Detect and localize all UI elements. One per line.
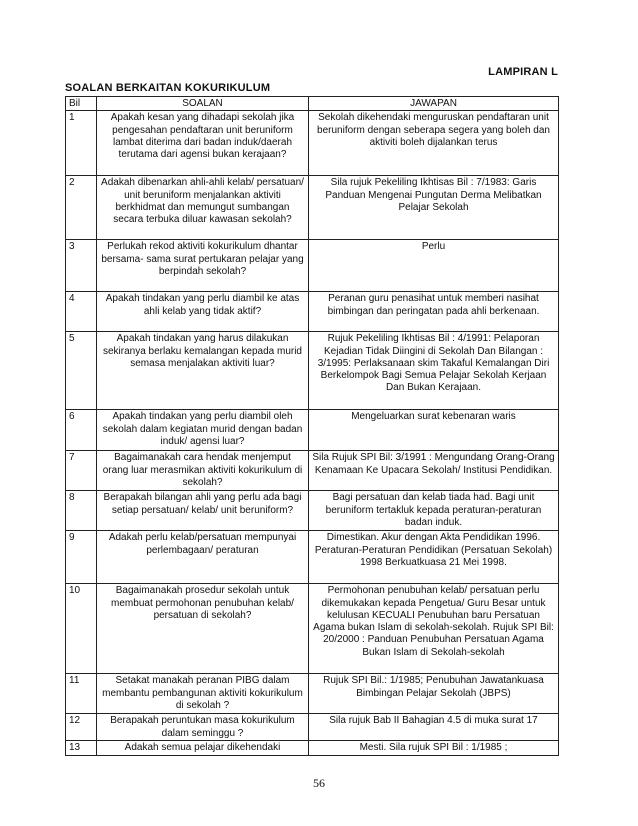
answer-cell: Sila rujuk Bab II Bahagian 4.5 di muka surat 17 bbox=[309, 714, 559, 741]
answer-cell: Permohonan penubuhan kelab/ persatuan perlu dikemukakan kepada Pengetua/ Guru Besar untuk kelulusan KECUALI Penubuhan baru Persatuan Agama bukan Islam di sekolah-sekolah. Rujuk SPI Bil: 20/2000 : Panduan Penubuhan Persatuan Agama Bukan Islam di Sekolah-sekolah bbox=[309, 584, 559, 674]
question-cell: Adakah perlu kelab/persatuan mempunyai perlembagaan/ peraturan bbox=[97, 531, 309, 584]
appendix-label: LAMPIRAN L bbox=[488, 66, 558, 78]
table-header-row bbox=[66, 97, 559, 111]
table-row bbox=[66, 111, 559, 176]
table-row bbox=[66, 292, 559, 332]
row-number: 3 bbox=[66, 240, 97, 292]
table-row bbox=[66, 491, 559, 531]
answer-cell: Bagi persatuan dan kelab tiada had. Bagi unit beruniform tertakluk kepada peraturan-peraturan badan induk. bbox=[309, 491, 559, 531]
question-cell: Setakat manakah peranan PIBG dalam membantu pembangunan aktiviti kokurikulum di sekolah ? bbox=[97, 674, 309, 714]
row-number: 8 bbox=[66, 491, 97, 531]
question-cell: Bagaimanakah prosedur sekolah untuk membuat permohonan penubuhan kelab/ persatuan di sekolah? bbox=[97, 584, 309, 674]
document-title: SOALAN BERKAITAN KOKURIKULUM bbox=[65, 82, 271, 94]
question-cell: Berapakah peruntukan masa kokurikulum dalam seminggu ? bbox=[97, 714, 309, 741]
row-number: 5 bbox=[66, 332, 97, 410]
row-number: 11 bbox=[66, 674, 97, 714]
answer-cell: Sekolah dikehendaki menguruskan pendaftaran unit beruniform dengan seberapa segera yang boleh dan aktiviti boleh dijalankan terus bbox=[309, 111, 559, 176]
table-row bbox=[66, 741, 559, 756]
row-number: 12 bbox=[66, 714, 97, 741]
row-number: 1 bbox=[66, 111, 97, 176]
table-row bbox=[66, 451, 559, 491]
table-row bbox=[66, 531, 559, 584]
table-row bbox=[66, 714, 559, 741]
answer-cell: Perlu bbox=[309, 240, 559, 292]
answer-cell: Mesti. Sila rujuk SPI Bil : 1/1985 ; bbox=[309, 741, 559, 756]
question-cell: Adakah semua pelajar dikehendaki bbox=[97, 741, 309, 756]
question-cell: Apakah kesan yang dihadapi sekolah jika pengesahan pendaftaran unit beruniform lambat diterima dari badan induk/daerah terutama dari agensi bukan kerajaan? bbox=[97, 111, 309, 176]
row-number: 10 bbox=[66, 584, 97, 674]
question-cell: Apakah tindakan yang perlu diambil oleh sekolah dalam kegiatan murid dengan badan induk/ agensi luar? bbox=[97, 410, 309, 451]
question-cell: Berapakah bilangan ahli yang perlu ada bagi setiap persatuan/ kelab/ unit beruniform? bbox=[97, 491, 309, 531]
row-number: 2 bbox=[66, 176, 97, 240]
answer-cell: Dimestikan. Akur dengan Akta Pendidikan 1996. Peraturan-Peraturan Pendidikan (Persatuan Sekolah) 1998 Berkuatkuasa 21 Mei 1998. bbox=[309, 531, 559, 584]
question-cell: Adakah dibenarkan ahli-ahli kelab/ persatuan/ unit beruniform menjalankan aktiviti berkhidmat dan memungut sumbangan secara terbuka diluar kawasan sekolah? bbox=[97, 176, 309, 240]
table-row bbox=[66, 410, 559, 451]
question-cell: Perlukah rekod aktiviti kokurikulum dhantar bersama- sama surat pertukaran pelajar yang berpindah sekolah? bbox=[97, 240, 309, 292]
table-row bbox=[66, 176, 559, 240]
question-cell: Apakah tindakan yang perlu diambil ke atas ahli kelab yang tidak aktif? bbox=[97, 292, 309, 332]
row-number: 9 bbox=[66, 531, 97, 584]
table-row bbox=[66, 240, 559, 292]
row-number: 4 bbox=[66, 292, 97, 332]
qa-table bbox=[65, 96, 559, 756]
table-row bbox=[66, 332, 559, 410]
question-cell: Apakah tindakan yang harus dilakukan sekiranya berlaku kemalangan kepada murid semasa menjalakan aktiviti luar? bbox=[97, 332, 309, 410]
page-number: 56 bbox=[313, 776, 325, 790]
question-cell: Bagaimanakah cara hendak menjemput orang luar merasmikan aktiviti kokurikulum di sekolah? bbox=[97, 451, 309, 491]
row-number: 6 bbox=[66, 410, 97, 451]
answer-cell: Rujuk Pekeliling Ikhtisas Bil : 4/1991: Pelaporan Kejadian Tidak Diingini di Sekolah Dan Bilangan : 3/1995: Perlaksanaan skim Takaful Kemalangan Diri Berkelompok Bagi Semua Pelajar Sekolah Kerjaan Dan Bukan Kerajaan. bbox=[309, 332, 559, 410]
answer-cell: Mengeluarkan surat kebenaran waris bbox=[309, 410, 559, 451]
table-row bbox=[66, 584, 559, 674]
column-header-soalan: SOALAN bbox=[97, 97, 309, 111]
answer-cell: Peranan guru penasihat untuk memberi nasihat bimbingan dan peringatan pada ahli berkenaan. bbox=[309, 292, 559, 332]
answer-cell: Sila rujuk Pekeliling Ikhtisas Bil : 7/1983: Garis Panduan Mengenai Pungutan Derma Melibatkan Pelajar Sekolah bbox=[309, 176, 559, 240]
answer-cell: Rujuk SPI Bil.: 1/1985; Penubuhan Jawatankuasa Bimbingan Pelajar Sekolah (JBPS) bbox=[309, 674, 559, 714]
row-number: 13 bbox=[66, 741, 97, 756]
column-header-bil: Bil bbox=[66, 97, 97, 111]
table-row bbox=[66, 674, 559, 714]
answer-cell: Sila Rujuk SPI Bil: 3/1991 : Mengundang Orang-Orang Kenamaan Ke Upacara Sekolah/ Institusi Pendidikan. bbox=[309, 451, 559, 491]
row-number: 7 bbox=[66, 451, 97, 491]
column-header-jawapan: JAWAPAN bbox=[309, 97, 559, 111]
